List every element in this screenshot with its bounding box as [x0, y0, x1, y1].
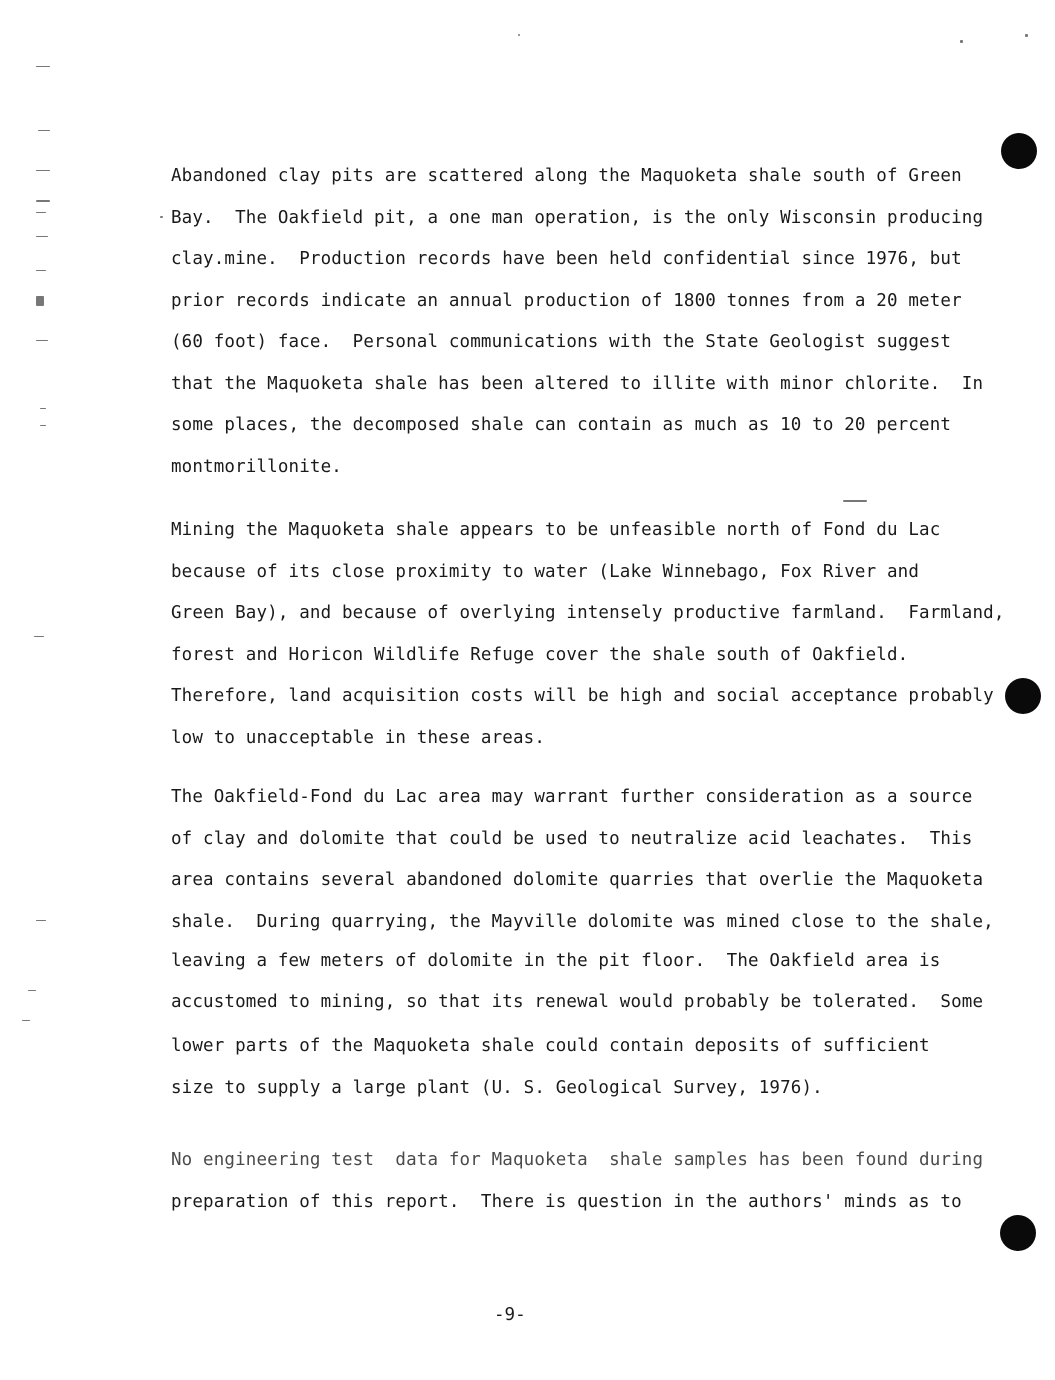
paragraph-engineering-data — [171, 1140, 1001, 1223]
text-line: preparation of this report. There is question in the authors' minds as to — [171, 1191, 962, 1212]
text-line: forest and Horicon Wildlife Refuge cover the shale south of Oakfield. — [171, 644, 909, 665]
text-line: shale. During quarrying, the Mayville dolomite was mined close to the shale, — [171, 911, 994, 932]
text-line: montmorillonite. — [171, 456, 342, 477]
page-number: -9- — [494, 1305, 526, 1325]
text-line: (60 foot) face. Personal communications with the State Geologist suggest — [171, 332, 952, 352]
text-line: Mining the Maquoketa shale appears to be unfeasible north of Fond du Lac — [171, 520, 941, 540]
text-line: size to supply a large plant (U. S. Geological Survey, 1976). — [171, 1077, 823, 1098]
text-line: No engineering test data for Maquoketa shale samples has been found during — [171, 1150, 984, 1170]
text-line: prior records indicate an annual production of 1800 tonnes from a 20 meter — [171, 290, 962, 311]
text-line: of clay and dolomite that could be used to neutralize acid leachates. This — [171, 828, 973, 849]
punch-hole-bottom — [1000, 1215, 1036, 1251]
text-line: Therefore, land acquisition costs will be high and social acceptance probably — [171, 686, 994, 706]
text-line: The Oakfield-Fond du Lac area may warrant further consideration as a source — [171, 787, 973, 807]
paragraph-clay-pits — [171, 156, 1001, 488]
text-line: accustomed to mining, so that its renewal would probably be tolerated. Some — [171, 992, 984, 1012]
punch-hole-middle — [1005, 678, 1041, 714]
text-line: clay.mine. Production records have been held confidential since 1976, but — [171, 249, 962, 269]
text-line: lower parts of the Maquoketa shale could contain deposits of sufficient — [171, 1036, 930, 1056]
text-line: some places, the decomposed shale can contain as much as 10 to 20 percent — [171, 415, 952, 435]
text-line: Bay. The Oakfield pit, a one man operation, is the only Wisconsin producing — [171, 207, 984, 228]
punch-hole-top — [1001, 133, 1037, 169]
paragraph-oakfield-area — [171, 777, 1001, 1109]
text-line: that the Maquoketa shale has been altered to illite with minor chlorite. In — [171, 373, 984, 394]
paragraph-mining-feasibility — [171, 510, 1005, 759]
text-line: because of its close proximity to water (Lake Winnebago, Fox River and — [171, 561, 920, 582]
text-line: Green Bay), and because of overlying intensely productive farmland. Farmland, — [171, 603, 1005, 623]
text-line: area contains several abandoned dolomite quarries that overlie the Maquoketa — [171, 870, 984, 890]
text-line: leaving a few meters of dolomite in the pit floor. The Oakfield area is — [171, 951, 941, 971]
text-line: low to unacceptable in these areas. — [171, 727, 546, 748]
text-line: Abandoned clay pits are scattered along the Maquoketa shale south of Green — [171, 166, 962, 186]
